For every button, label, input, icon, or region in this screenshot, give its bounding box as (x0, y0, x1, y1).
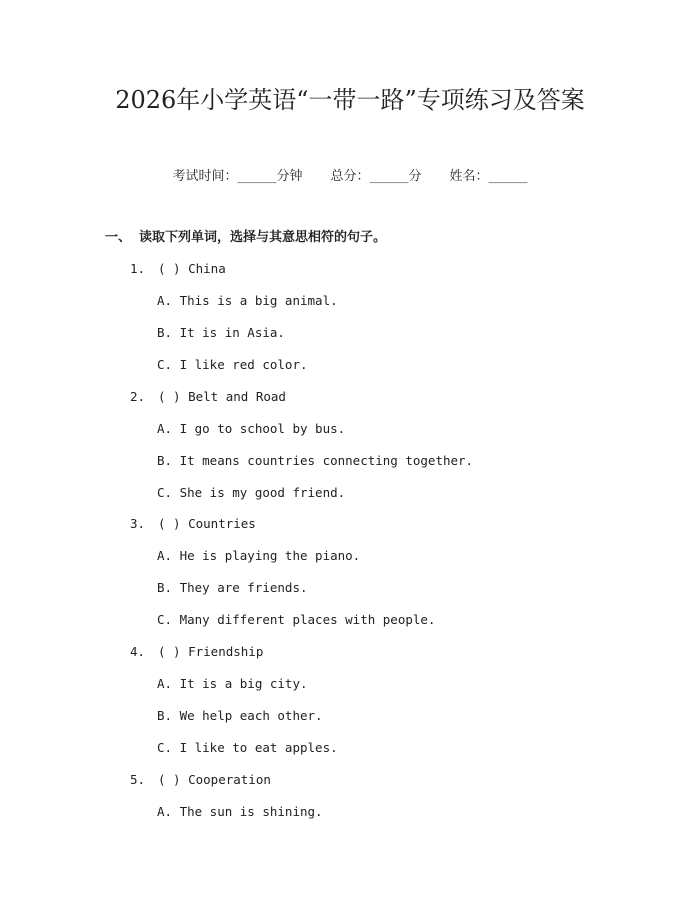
option-1a: A. This is a big animal. (157, 293, 338, 308)
option-4c: C. I like to eat apples. (157, 740, 338, 755)
question-text: ( ) Belt and Road (158, 389, 286, 404)
option-5a: A. The sun is shining. (157, 804, 323, 819)
question-text: ( ) China (158, 261, 226, 276)
question-2 (130, 388, 286, 406)
option-3c: C. Many different places with people. (157, 612, 436, 627)
question-3 (130, 515, 256, 533)
option-4a: A. It is a big city. (157, 676, 308, 691)
question-number: 2. (130, 389, 146, 404)
option-1b: B. It is in Asia. (157, 325, 285, 340)
option-2c: C. She is my good friend. (157, 485, 346, 500)
time-field: 考试时间：______分钟 (172, 169, 303, 184)
option-3b: B. They are friends. (157, 580, 308, 595)
question-number: 4. (130, 644, 146, 659)
option-2a: A. I go to school by bus. (157, 421, 346, 436)
question-text: ( ) Cooperation (158, 772, 271, 787)
option-4b: B. We help each other. (157, 708, 323, 723)
question-text: ( ) Friendship (158, 644, 264, 659)
question-5 (130, 771, 271, 789)
score-field: 总分：______分 (330, 169, 422, 184)
question-number: 5. (130, 772, 146, 787)
section-heading (105, 229, 386, 247)
question-1 (130, 260, 226, 278)
question-number: 3. (130, 516, 146, 531)
question-4 (130, 643, 263, 661)
option-1c: C. I like red color. (157, 357, 308, 372)
name-field: 姓名：______ (449, 169, 528, 184)
section-number: 一、 (105, 230, 132, 245)
question-number: 1. (130, 261, 146, 276)
section-instruction: 读取下列单词，选择与其意思相符的句子。 (139, 230, 387, 245)
document-title: 2026年小学英语“一带一路”专项练习及答案 (115, 86, 585, 114)
option-2b: B. It means countries connecting together. (157, 453, 474, 468)
question-text: ( ) Countries (158, 516, 256, 531)
exam-info (0, 168, 700, 186)
option-3a: A. He is playing the piano. (157, 548, 361, 563)
